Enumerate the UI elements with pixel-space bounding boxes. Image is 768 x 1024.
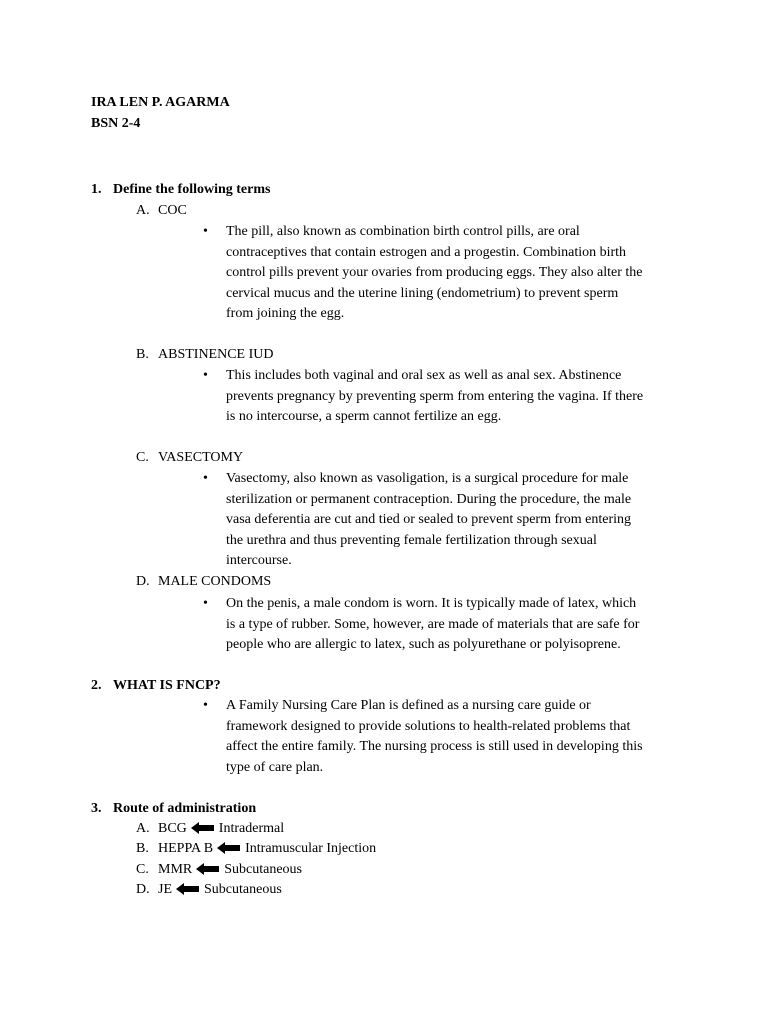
vaccine-name: MMR: [158, 862, 193, 877]
q2-definition: [226, 696, 686, 778]
q3-item-a-letter: A.: [136, 821, 150, 836]
text-line: type of care plan.: [226, 759, 324, 775]
text-line: affect the entire family. The nursing process is still used in developing this: [226, 739, 643, 755]
q3-item-d-letter: D.: [136, 882, 150, 897]
route-name: Subcutaneous: [204, 882, 282, 897]
text-line: is no intercourse, a sperm cannot fertilize an egg.: [226, 409, 502, 425]
left-arrow-icon: [196, 862, 220, 882]
vaccine-name: HEPPA B: [158, 841, 214, 856]
route-name: Subcutaneous: [224, 862, 302, 877]
q1-item-b-definition: [226, 366, 686, 428]
vaccine-name: BCG: [158, 821, 187, 836]
q1-item-c-letter: C.: [136, 450, 149, 465]
q1-item-b-letter: B.: [136, 347, 149, 362]
text-line: Vasectomy, also known as vasoligation, is a surgical procedure for male: [226, 471, 629, 486]
student-name: IRA LEN P. AGARMA: [91, 95, 230, 110]
q3-item-c-letter: C.: [136, 862, 149, 877]
q1-item-b-term: ABSTINENCE IUD: [158, 347, 274, 362]
text-line: framework designed to provide solutions to health-related problems that: [226, 718, 631, 734]
q3-item-d: [158, 880, 282, 902]
text-line: A Family Nursing Care Plan is defined as a nursing care guide or: [226, 698, 591, 713]
route-name: Intradermal: [218, 821, 285, 836]
q3-item-c: [158, 860, 302, 882]
q3-item-a: [158, 819, 284, 841]
text-line: The pill, also known as combination birth control pills, are oral: [226, 224, 580, 239]
bullet-icon: •: [203, 471, 208, 486]
text-line: control pills prevent your ovaries from producing eggs. They also alter the: [226, 265, 643, 281]
text-line: sterilization or permanent contraception. During the procedure, the male: [226, 491, 632, 507]
route-name: Intramuscular Injection: [245, 841, 377, 856]
q2-number: 2.: [91, 678, 102, 693]
q1-item-d-definition: [226, 594, 686, 656]
text-line: the urethra and thus preventing female fertilization through sexual: [226, 532, 597, 548]
text-line: from joining the egg.: [226, 306, 345, 322]
q3-item-b: [158, 839, 376, 861]
text-line: contraceptives that contain estrogen and a progestin. Combination birth: [226, 244, 627, 260]
text-line: prevents pregnancy by preventing sperm from entering the vagina. If there: [226, 388, 644, 404]
bullet-icon: •: [203, 224, 208, 239]
left-arrow-icon: [176, 882, 200, 902]
q1-title: Define the following terms: [113, 182, 271, 197]
vaccine-name: JE: [158, 882, 172, 897]
bullet-icon: •: [203, 368, 208, 383]
text-line: This includes both vaginal and oral sex as well as anal sex. Abstinence: [226, 368, 622, 383]
text-line: cervical mucus and the uterine lining (endometrium) to prevent sperm: [226, 285, 619, 301]
q1-item-d-letter: D.: [136, 574, 150, 589]
q3-title: Route of administration: [113, 801, 257, 816]
text-line: intercourse.: [226, 553, 292, 569]
q3-number: 3.: [91, 801, 102, 816]
q3-item-b-letter: B.: [136, 841, 149, 856]
left-arrow-icon: [191, 821, 215, 841]
q2-title: WHAT IS FNCP?: [113, 678, 221, 693]
q1-item-a-letter: A.: [136, 203, 150, 218]
bullet-icon: •: [203, 596, 208, 611]
left-arrow-icon: [217, 841, 241, 861]
bullet-icon: •: [203, 698, 208, 713]
q1-item-d-term: MALE CONDOMS: [158, 574, 272, 589]
text-line: is a type of rubber. Some, however, are made of materials that are safe for: [226, 616, 640, 632]
q1-item-a-definition: [226, 222, 686, 325]
q1-item-c-definition: [226, 469, 686, 572]
q1-number: 1.: [91, 182, 102, 197]
text-line: people who are allergic to latex, such as polyurethane or polyisoprene.: [226, 637, 621, 653]
text-line: vasa deferentia are cut and tied or sealed to prevent sperm from entering: [226, 512, 632, 528]
q1-item-a-term: COC: [158, 203, 187, 218]
text-line: On the penis, a male condom is worn. It is typically made of latex, which: [226, 596, 637, 611]
q1-item-c-term: VASECTOMY: [158, 450, 244, 465]
student-section: BSN 2-4: [91, 116, 141, 131]
